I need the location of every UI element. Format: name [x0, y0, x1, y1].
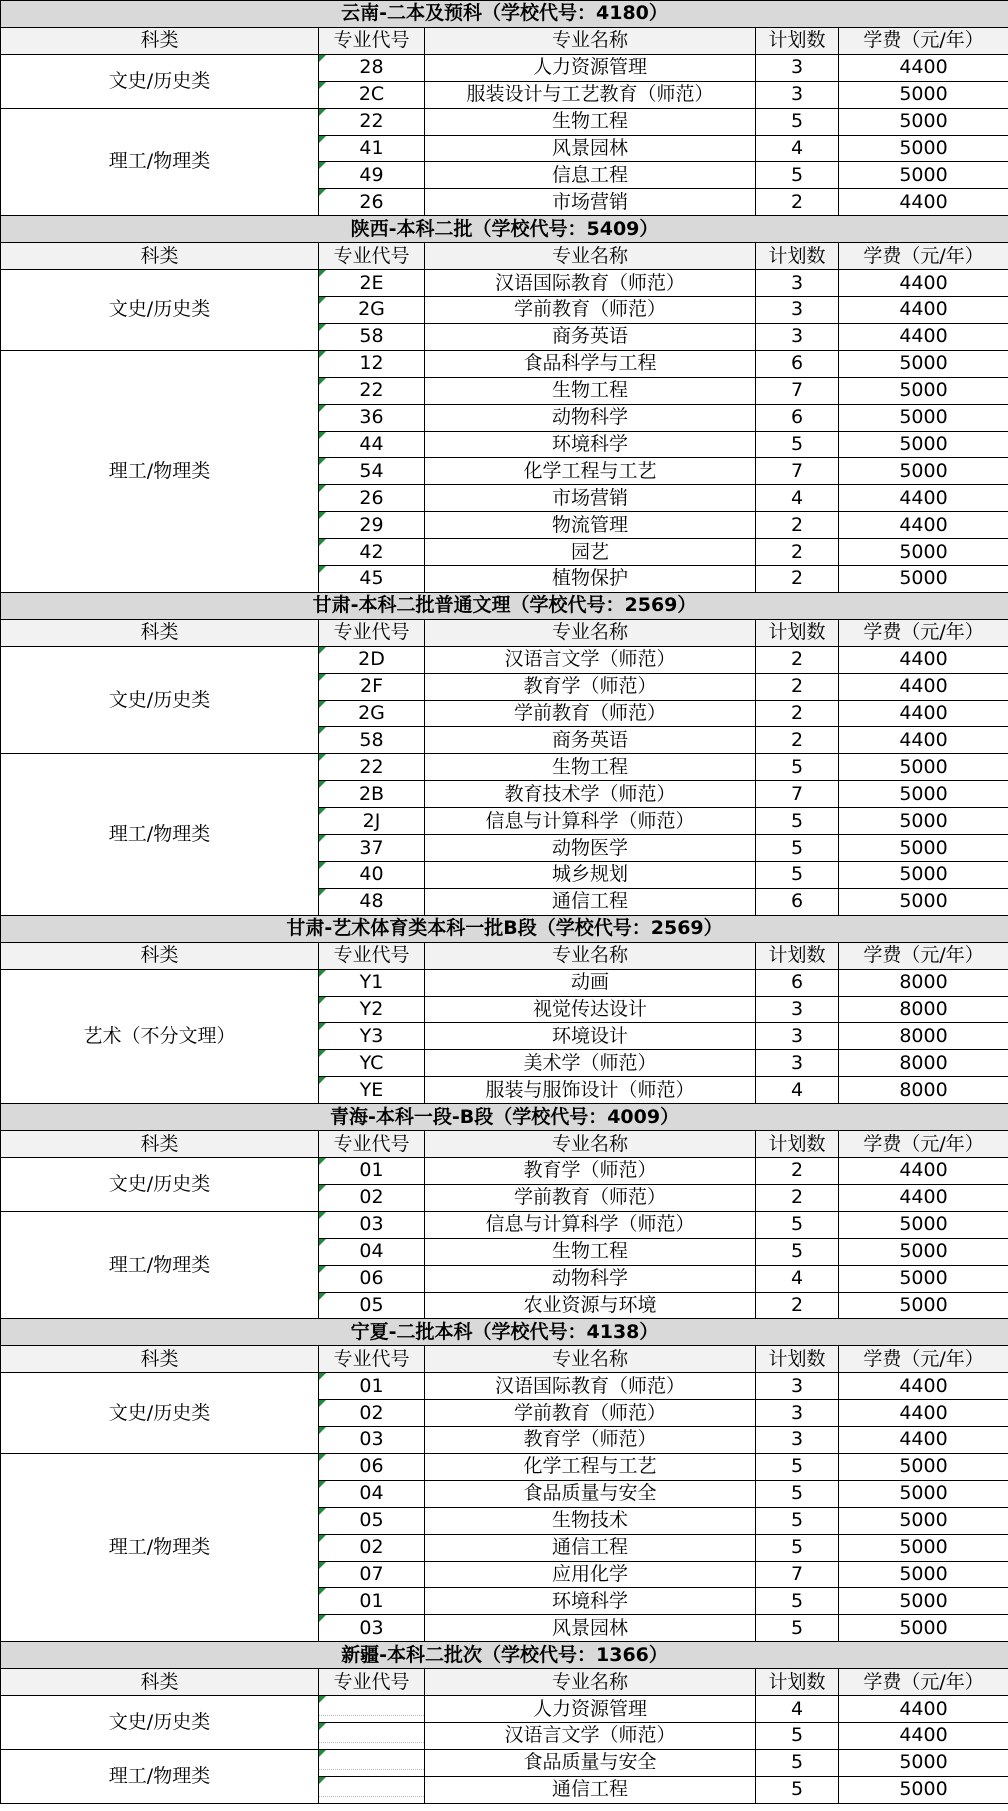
tuition-cell: 5000 [839, 539, 1008, 566]
major-code-cell: 54 [319, 458, 425, 485]
table-row [1, 1157, 1008, 1184]
major-code-cell: 04 [319, 1480, 425, 1507]
tuition-cell: 5000 [839, 1749, 1008, 1776]
major-code-cell: Y3 [319, 1023, 425, 1050]
header-plan-count: 计划数 [756, 1131, 839, 1158]
tuition-cell: 5000 [839, 835, 1008, 862]
tuition-cell: 5000 [839, 781, 1008, 808]
tuition-cell: 5000 [839, 888, 1008, 915]
major-code-cell: 45 [319, 566, 425, 593]
category-cell: 文史/历史类 [1, 1696, 319, 1750]
header-tuition: 学费（元/年） [839, 243, 1008, 270]
header-tuition: 学费（元/年） [839, 1669, 1008, 1696]
tuition-cell: 4400 [839, 673, 1008, 700]
plan-count-cell: 6 [756, 404, 839, 431]
major-code-cell: 37 [319, 835, 425, 862]
major-name-cell: 植物保护 [425, 566, 756, 593]
header-major-code: 专业代号 [319, 1346, 425, 1373]
major-name-cell: 教育学（师范） [425, 1427, 756, 1454]
plan-count-cell: 2 [756, 700, 839, 727]
plan-count-cell: 3 [756, 1050, 839, 1077]
major-code-cell: 22 [319, 108, 425, 135]
major-code-cell [319, 1776, 425, 1803]
major-name-cell: 化学工程与工艺 [425, 1453, 756, 1480]
header-major-name: 专业名称 [425, 1669, 756, 1696]
tuition-cell: 4400 [839, 270, 1008, 297]
tuition-cell: 4400 [839, 323, 1008, 350]
plan-count-cell: 6 [756, 350, 839, 377]
tuition-cell: 5000 [839, 1615, 1008, 1642]
major-code-cell: 06 [319, 1265, 425, 1292]
major-name-cell: 信息工程 [425, 162, 756, 189]
major-code-cell: 2D [319, 646, 425, 673]
column-header-row [1, 619, 1008, 646]
major-name-cell: 应用化学 [425, 1561, 756, 1588]
tuition-cell: 5000 [839, 808, 1008, 835]
category-cell: 文史/历史类 [1, 270, 319, 351]
tuition-cell: 4400 [839, 485, 1008, 512]
plan-count-cell: 3 [756, 323, 839, 350]
section-title-row [1, 216, 1008, 243]
tuition-cell: 5000 [839, 1453, 1008, 1480]
tuition-cell: 4400 [839, 296, 1008, 323]
major-name-cell: 美术学（师范） [425, 1050, 756, 1077]
tuition-cell: 5000 [839, 1480, 1008, 1507]
major-code-cell: 41 [319, 135, 425, 162]
plan-count-cell: 2 [756, 566, 839, 593]
table-row [1, 1696, 1008, 1723]
plan-count-cell: 3 [756, 270, 839, 297]
tuition-cell: 5000 [839, 458, 1008, 485]
plan-count-cell: 5 [756, 1723, 839, 1750]
plan-count-cell: 3 [756, 1373, 839, 1400]
plan-count-cell: 5 [756, 754, 839, 781]
major-code-cell: 26 [319, 189, 425, 216]
major-code-cell: YC [319, 1050, 425, 1077]
major-name-cell: 学前教育（师范） [425, 1184, 756, 1211]
section-title-row [1, 915, 1008, 942]
tuition-cell: 5000 [839, 81, 1008, 108]
major-code-cell: 42 [319, 539, 425, 566]
major-code-cell: 2G [319, 296, 425, 323]
category-cell: 文史/历史类 [1, 54, 319, 108]
major-code-cell: 2F [319, 673, 425, 700]
tuition-cell: 5000 [839, 108, 1008, 135]
column-header-row [1, 1669, 1008, 1696]
plan-count-cell: 2 [756, 727, 839, 754]
major-name-cell: 动画 [425, 969, 756, 996]
major-name-cell: 市场营销 [425, 485, 756, 512]
tuition-cell: 4400 [839, 1373, 1008, 1400]
plan-count-cell: 6 [756, 888, 839, 915]
table-row [1, 1211, 1008, 1238]
tuition-cell: 5000 [839, 754, 1008, 781]
plan-count-cell: 2 [756, 512, 839, 539]
major-code-cell: 02 [319, 1534, 425, 1561]
major-name-cell: 物流管理 [425, 512, 756, 539]
major-code-cell: 58 [319, 323, 425, 350]
table-row [1, 646, 1008, 673]
table-row [1, 108, 1008, 135]
major-code-cell: 2E [319, 270, 425, 297]
major-name-cell: 城乡规划 [425, 862, 756, 889]
tuition-cell: 8000 [839, 1023, 1008, 1050]
major-name-cell: 教育学（师范） [425, 673, 756, 700]
tuition-cell: 4400 [839, 1427, 1008, 1454]
plan-count-cell: 5 [756, 835, 839, 862]
plan-count-cell: 7 [756, 377, 839, 404]
major-name-cell: 通信工程 [425, 1776, 756, 1803]
major-name-cell: 商务英语 [425, 727, 756, 754]
header-major-code: 专业代号 [319, 942, 425, 969]
major-name-cell: 食品质量与安全 [425, 1480, 756, 1507]
table-row [1, 754, 1008, 781]
plan-count-cell: 2 [756, 189, 839, 216]
column-header-row [1, 27, 1008, 54]
major-code-cell: 05 [319, 1507, 425, 1534]
major-name-cell: 环境设计 [425, 1023, 756, 1050]
major-name-cell: 汉语言文学（师范） [425, 646, 756, 673]
major-code-cell: 22 [319, 377, 425, 404]
plan-count-cell: 4 [756, 135, 839, 162]
plan-count-cell: 5 [756, 862, 839, 889]
plan-count-cell: 5 [756, 1749, 839, 1776]
section-title: 新疆-本科二批次（学校代号：1366） [1, 1642, 1008, 1669]
plan-count-cell: 2 [756, 646, 839, 673]
header-tuition: 学费（元/年） [839, 1346, 1008, 1373]
tuition-cell: 5000 [839, 1534, 1008, 1561]
category-cell: 理工/物理类 [1, 108, 319, 216]
major-name-cell: 学前教育（师范） [425, 1400, 756, 1427]
major-code-cell: Y1 [319, 969, 425, 996]
major-name-cell: 生物技术 [425, 1507, 756, 1534]
tuition-cell: 4400 [839, 54, 1008, 81]
tuition-cell: 4400 [839, 700, 1008, 727]
section-title-row [1, 592, 1008, 619]
major-name-cell: 教育技术学（师范） [425, 781, 756, 808]
section-title-row [1, 1319, 1008, 1346]
table-body [1, 1, 1008, 1804]
major-name-cell: 园艺 [425, 539, 756, 566]
section-title: 宁夏-二批本科（学校代号：4138） [1, 1319, 1008, 1346]
plan-count-cell: 6 [756, 969, 839, 996]
category-cell: 文史/历史类 [1, 646, 319, 754]
tuition-cell: 5000 [839, 350, 1008, 377]
plan-count-cell: 3 [756, 996, 839, 1023]
major-name-cell: 人力资源管理 [425, 1696, 756, 1723]
header-plan-count: 计划数 [756, 942, 839, 969]
major-name-cell: 汉语国际教育（师范） [425, 1373, 756, 1400]
major-code-cell: 01 [319, 1157, 425, 1184]
header-tuition: 学费（元/年） [839, 942, 1008, 969]
header-category: 科类 [1, 243, 319, 270]
tuition-cell: 4400 [839, 727, 1008, 754]
major-code-cell: 28 [319, 54, 425, 81]
major-code-cell: 22 [319, 754, 425, 781]
major-code-cell: 26 [319, 485, 425, 512]
major-code-cell [319, 1696, 425, 1723]
header-major-name: 专业名称 [425, 27, 756, 54]
plan-count-cell: 3 [756, 1023, 839, 1050]
major-code-cell: 02 [319, 1400, 425, 1427]
plan-count-cell: 7 [756, 1561, 839, 1588]
section-title: 云南-二本及预科（学校代号：4180） [1, 1, 1008, 28]
plan-count-cell: 5 [756, 1534, 839, 1561]
tuition-cell: 4400 [839, 1400, 1008, 1427]
plan-count-cell: 3 [756, 1400, 839, 1427]
tuition-cell: 5000 [839, 1238, 1008, 1265]
header-category: 科类 [1, 942, 319, 969]
tuition-cell: 5000 [839, 1211, 1008, 1238]
column-header-row [1, 1346, 1008, 1373]
header-major-code: 专业代号 [319, 1669, 425, 1696]
major-name-cell: 生物工程 [425, 108, 756, 135]
tuition-cell: 5000 [839, 1776, 1008, 1803]
major-name-cell: 汉语言文学（师范） [425, 1723, 756, 1750]
section-title: 甘肃-艺术体育类本科一批B段（学校代号：2569） [1, 915, 1008, 942]
major-name-cell: 通信工程 [425, 888, 756, 915]
tuition-cell: 5000 [839, 377, 1008, 404]
plan-count-cell: 2 [756, 1184, 839, 1211]
major-code-cell: 03 [319, 1427, 425, 1454]
tuition-cell: 5000 [839, 1561, 1008, 1588]
major-name-cell: 环境科学 [425, 431, 756, 458]
plan-count-cell: 3 [756, 54, 839, 81]
table-row [1, 1453, 1008, 1480]
major-name-cell: 生物工程 [425, 377, 756, 404]
tuition-cell: 5000 [839, 1588, 1008, 1615]
tuition-cell: 8000 [839, 969, 1008, 996]
major-name-cell: 动物医学 [425, 835, 756, 862]
major-name-cell: 视觉传达设计 [425, 996, 756, 1023]
major-code-cell: 44 [319, 431, 425, 458]
major-code-cell [319, 1723, 425, 1750]
major-code-cell: 58 [319, 727, 425, 754]
major-name-cell: 服装与服饰设计（师范） [425, 1077, 756, 1104]
major-code-cell: YE [319, 1077, 425, 1104]
plan-count-cell: 5 [756, 1776, 839, 1803]
major-code-cell: 12 [319, 350, 425, 377]
plan-count-cell: 5 [756, 1507, 839, 1534]
plan-count-cell: 3 [756, 1427, 839, 1454]
header-major-name: 专业名称 [425, 942, 756, 969]
major-code-cell: 2J [319, 808, 425, 835]
major-code-cell: 2B [319, 781, 425, 808]
plan-count-cell: 5 [756, 1588, 839, 1615]
plan-count-cell: 5 [756, 1211, 839, 1238]
header-tuition: 学费（元/年） [839, 619, 1008, 646]
tuition-cell: 4400 [839, 512, 1008, 539]
major-name-cell: 学前教育（师范） [425, 700, 756, 727]
tuition-cell: 4400 [839, 1696, 1008, 1723]
plan-count-cell: 4 [756, 1265, 839, 1292]
plan-count-cell: 2 [756, 539, 839, 566]
header-plan-count: 计划数 [756, 1346, 839, 1373]
header-tuition: 学费（元/年） [839, 1131, 1008, 1158]
major-name-cell: 汉语国际教育（师范） [425, 270, 756, 297]
major-code-cell: 2G [319, 700, 425, 727]
plan-count-cell: 5 [756, 1480, 839, 1507]
tuition-cell: 5000 [839, 566, 1008, 593]
category-cell: 理工/物理类 [1, 350, 319, 592]
header-major-name: 专业名称 [425, 243, 756, 270]
header-major-code: 专业代号 [319, 27, 425, 54]
plan-count-cell: 4 [756, 485, 839, 512]
category-cell: 理工/物理类 [1, 754, 319, 915]
major-name-cell: 人力资源管理 [425, 54, 756, 81]
section-title: 陕西-本科二批（学校代号：5409） [1, 216, 1008, 243]
major-name-cell: 生物工程 [425, 1238, 756, 1265]
major-name-cell: 市场营销 [425, 189, 756, 216]
major-name-cell: 化学工程与工艺 [425, 458, 756, 485]
tuition-cell: 8000 [839, 1077, 1008, 1104]
major-name-cell: 信息与计算科学（师范） [425, 1211, 756, 1238]
plan-count-cell: 2 [756, 1292, 839, 1319]
major-code-cell: 06 [319, 1453, 425, 1480]
major-code-cell: 48 [319, 888, 425, 915]
section-title-row [1, 1, 1008, 28]
header-category: 科类 [1, 619, 319, 646]
major-name-cell: 通信工程 [425, 1534, 756, 1561]
plan-count-cell: 5 [756, 1615, 839, 1642]
major-code-cell: 03 [319, 1211, 425, 1238]
tuition-cell: 4400 [839, 646, 1008, 673]
major-code-cell: 03 [319, 1615, 425, 1642]
header-major-name: 专业名称 [425, 1346, 756, 1373]
major-name-cell: 环境科学 [425, 1588, 756, 1615]
tuition-cell: 5000 [839, 404, 1008, 431]
tuition-cell: 5000 [839, 135, 1008, 162]
plan-count-cell: 4 [756, 1696, 839, 1723]
major-code-cell: 01 [319, 1588, 425, 1615]
table-row [1, 270, 1008, 297]
plan-count-cell: 5 [756, 1453, 839, 1480]
major-code-cell: 2C [319, 81, 425, 108]
plan-count-cell: 7 [756, 458, 839, 485]
major-name-cell: 风景园林 [425, 1615, 756, 1642]
section-title-row [1, 1104, 1008, 1131]
header-major-name: 专业名称 [425, 1131, 756, 1158]
major-code-cell: 36 [319, 404, 425, 431]
header-major-code: 专业代号 [319, 243, 425, 270]
table-row [1, 969, 1008, 996]
major-name-cell: 风景园林 [425, 135, 756, 162]
category-cell: 艺术（不分文理） [1, 969, 319, 1104]
major-name-cell: 商务英语 [425, 323, 756, 350]
category-cell: 文史/历史类 [1, 1373, 319, 1454]
plan-count-cell: 5 [756, 1238, 839, 1265]
table-row [1, 54, 1008, 81]
plan-count-cell: 3 [756, 81, 839, 108]
category-cell: 理工/物理类 [1, 1211, 319, 1319]
header-category: 科类 [1, 27, 319, 54]
plan-count-cell: 5 [756, 108, 839, 135]
plan-count-cell: 3 [756, 296, 839, 323]
section-title: 青海-本科一段-B段（学校代号：4009） [1, 1104, 1008, 1131]
major-name-cell: 教育学（师范） [425, 1157, 756, 1184]
major-name-cell: 食品科学与工程 [425, 350, 756, 377]
major-name-cell: 食品质量与安全 [425, 1749, 756, 1776]
major-code-cell: 01 [319, 1373, 425, 1400]
section-title: 甘肃-本科二批普通文理（学校代号：2569） [1, 592, 1008, 619]
header-major-name: 专业名称 [425, 619, 756, 646]
header-major-code: 专业代号 [319, 1131, 425, 1158]
header-tuition: 学费（元/年） [839, 27, 1008, 54]
plan-count-cell: 5 [756, 808, 839, 835]
tuition-cell: 5000 [839, 1265, 1008, 1292]
major-code-cell: Y2 [319, 996, 425, 1023]
major-name-cell: 生物工程 [425, 754, 756, 781]
category-cell: 文史/历史类 [1, 1157, 319, 1211]
section-title-row [1, 1642, 1008, 1669]
major-code-cell: 05 [319, 1292, 425, 1319]
column-header-row [1, 942, 1008, 969]
plan-count-cell: 5 [756, 431, 839, 458]
plan-count-cell: 7 [756, 781, 839, 808]
header-plan-count: 计划数 [756, 619, 839, 646]
major-code-cell: 29 [319, 512, 425, 539]
tuition-cell: 4400 [839, 1184, 1008, 1211]
tuition-cell: 8000 [839, 1050, 1008, 1077]
major-name-cell: 学前教育（师范） [425, 296, 756, 323]
plan-count-cell: 5 [756, 162, 839, 189]
header-category: 科类 [1, 1669, 319, 1696]
major-name-cell: 信息与计算科学（师范） [425, 808, 756, 835]
tuition-cell: 5000 [839, 162, 1008, 189]
table-row [1, 1749, 1008, 1776]
header-major-code: 专业代号 [319, 619, 425, 646]
major-code-cell: 40 [319, 862, 425, 889]
tuition-cell: 5000 [839, 862, 1008, 889]
major-name-cell: 动物科学 [425, 404, 756, 431]
header-category: 科类 [1, 1131, 319, 1158]
major-code-cell: 02 [319, 1184, 425, 1211]
header-category: 科类 [1, 1346, 319, 1373]
header-plan-count: 计划数 [756, 27, 839, 54]
tuition-cell: 4400 [839, 1723, 1008, 1750]
major-name-cell: 农业资源与环境 [425, 1292, 756, 1319]
major-code-cell: 49 [319, 162, 425, 189]
tuition-cell: 5000 [839, 1292, 1008, 1319]
tuition-cell: 5000 [839, 1507, 1008, 1534]
category-cell: 理工/物理类 [1, 1453, 319, 1641]
tuition-cell: 8000 [839, 996, 1008, 1023]
tuition-cell: 4400 [839, 189, 1008, 216]
major-code-cell: 07 [319, 1561, 425, 1588]
table-row [1, 1373, 1008, 1400]
major-name-cell: 动物科学 [425, 1265, 756, 1292]
major-name-cell: 服装设计与工艺教育（师范） [425, 81, 756, 108]
header-plan-count: 计划数 [756, 1669, 839, 1696]
category-cell: 理工/物理类 [1, 1749, 319, 1803]
tuition-cell: 5000 [839, 431, 1008, 458]
plan-count-cell: 2 [756, 1157, 839, 1184]
tuition-cell: 4400 [839, 1157, 1008, 1184]
header-plan-count: 计划数 [756, 243, 839, 270]
column-header-row [1, 1131, 1008, 1158]
column-header-row [1, 243, 1008, 270]
plan-count-cell: 2 [756, 673, 839, 700]
major-code-cell: 04 [319, 1238, 425, 1265]
plan-count-cell: 4 [756, 1077, 839, 1104]
major-code-cell [319, 1749, 425, 1776]
table-row [1, 350, 1008, 377]
